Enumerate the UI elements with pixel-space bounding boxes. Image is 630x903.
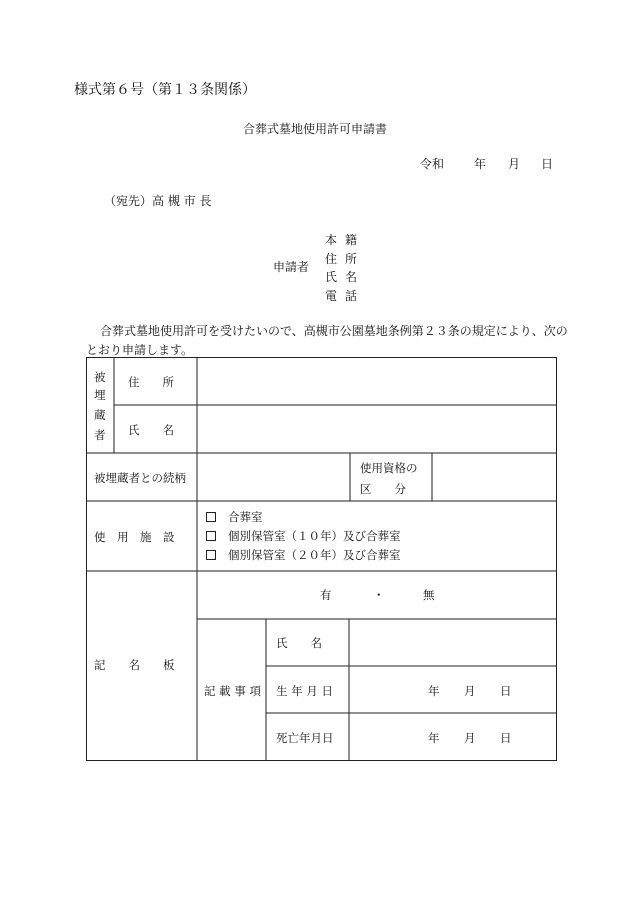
death-day: 日 [500,731,512,745]
birth-year: 年 [428,684,440,698]
relation-label: 被埋蔵者との続柄 [94,471,186,485]
intro-line-2: とおり申請します。 [86,343,194,357]
facility-option-3[interactable]: 個別保管室（２０年）及び合葬室 [206,547,401,563]
entry-name-label: 氏 名 [276,636,322,650]
facility-option-2[interactable]: 個別保管室（１０年）及び合葬室 [206,528,401,544]
checkbox-icon[interactable] [206,512,216,522]
date-month: 月 [508,157,521,171]
plaque-label: 記 名 板 [94,658,175,672]
facility-option-1[interactable]: 合葬室 [206,509,263,525]
deceased-label-1: 被 [94,370,106,384]
applicant-field-name: 氏名 [325,270,366,284]
birth-day: 日 [500,684,512,698]
document-title: 合葬式墓地使用許可申請書 [242,122,387,136]
checkbox-icon[interactable] [206,531,216,541]
applicant-field-phone: 電話 [325,289,366,303]
plaque-yes: 有 [320,588,332,602]
birth-date-label: 生 年 月 日 [276,684,333,698]
applicant-label: 申請者 [273,260,310,274]
date-year: 年 [474,157,487,171]
deceased-label-4: 者 [94,428,106,442]
facility-label: 使 用 施 設 [94,530,175,544]
applicant-field-address: 住所 [325,252,366,266]
date-era: 令和 [420,157,445,171]
intro-line-1: 合葬式墓地使用許可を受けたいので、高槻市公園墓地条例第２３条の規定により、次の [100,324,568,338]
form-number: 様式第６号（第１３条関係） [74,82,256,98]
application-table [86,357,557,761]
death-date-label: 死亡年月日 [276,731,334,745]
addressee: （宛先）高 槻 市 長 [104,194,212,208]
applicant-field-honseki: 本籍 [325,233,366,247]
birth-month: 月 [464,684,476,698]
plaque-no: 無 [423,588,435,602]
address-label: 住 所 [128,375,174,389]
qualification-label-2: 区 分 [360,482,406,496]
death-year: 年 [428,731,440,745]
plaque-separator: ・ [373,588,385,602]
deceased-label-2: 埋 [94,388,106,402]
entry-label: 記 載 事 項 [204,684,261,698]
date-day: 日 [541,157,554,171]
name-label: 氏 名 [128,423,174,437]
death-month: 月 [464,731,476,745]
deceased-label-3: 蔵 [94,408,106,422]
checkbox-icon[interactable] [206,550,216,560]
qualification-label-1: 使用資格の [360,461,418,475]
